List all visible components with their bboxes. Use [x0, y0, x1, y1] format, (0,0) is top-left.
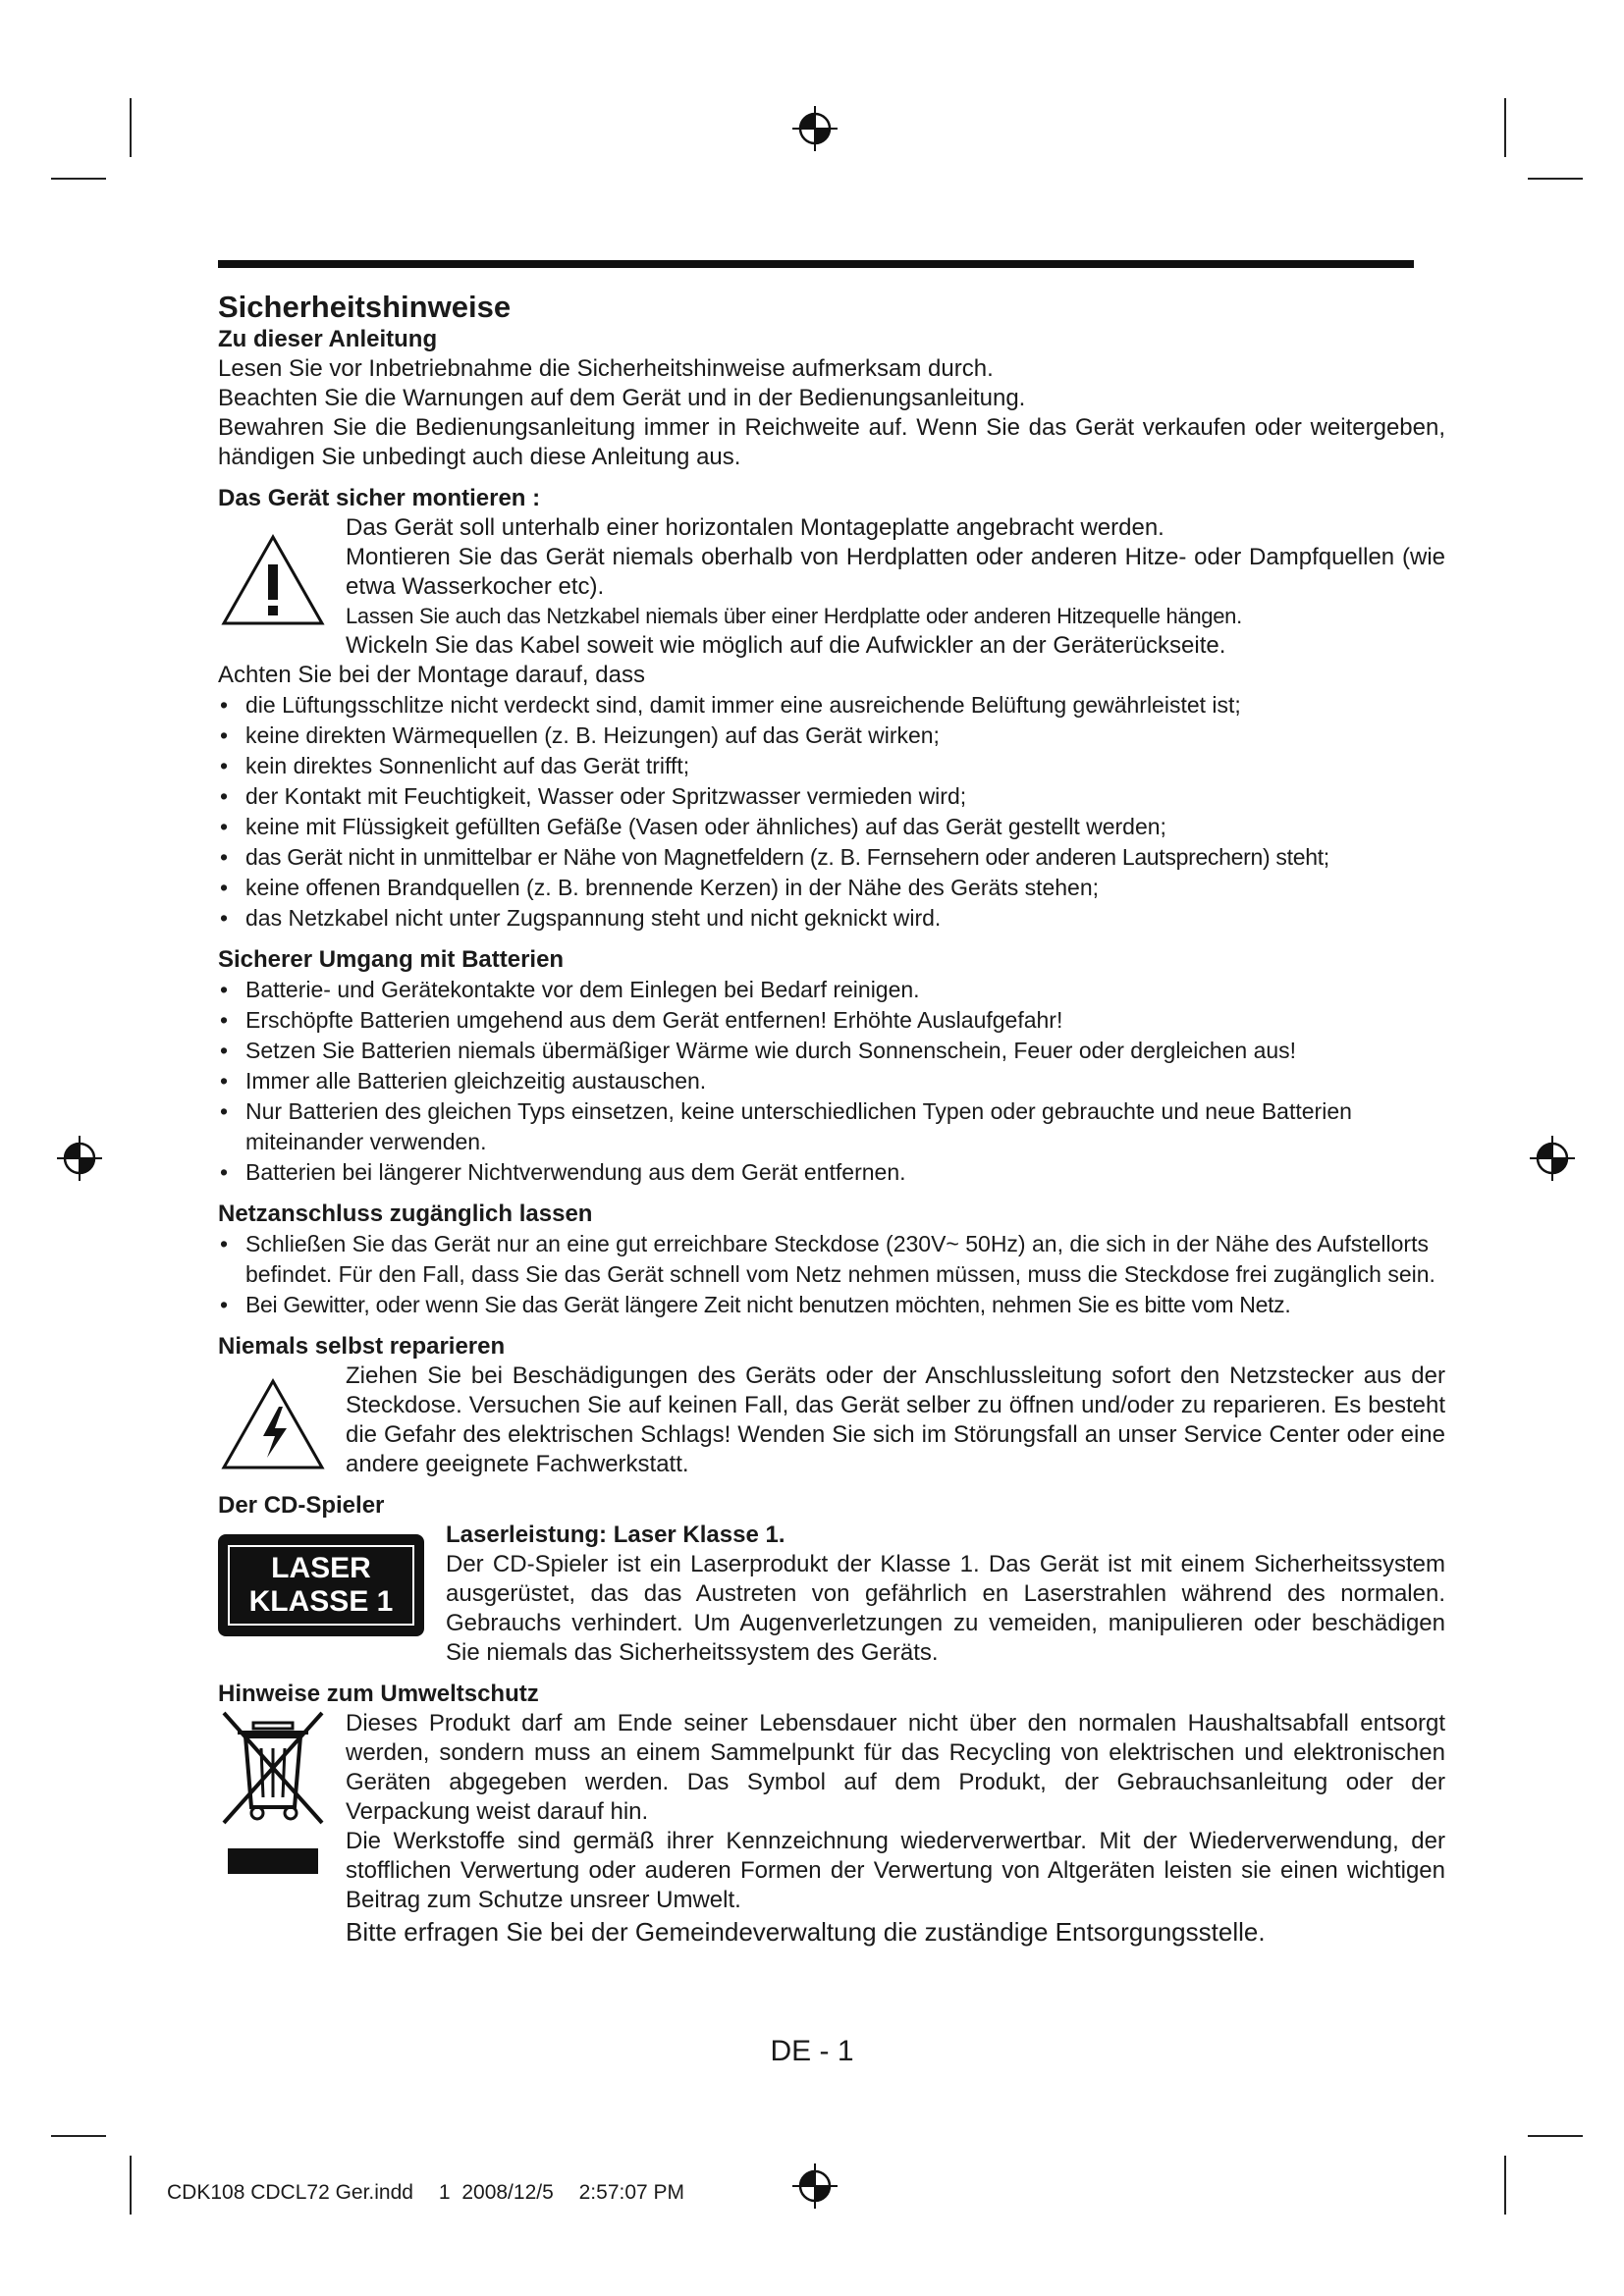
paragraph: Bitte erfragen Sie bei der Gemeindeverwaltung die zuständige Entsorgungsstelle.: [346, 1917, 1266, 1947]
laser-label-line: KLASSE 1: [248, 1585, 394, 1618]
bullet-list: [218, 690, 1445, 934]
list-item: • Erschöpfte Batterien umgehend aus dem Gerät entfernen! Erhöhte Auslaufgefahr!: [218, 1005, 1445, 1036]
list-item: • Schließen Sie das Gerät nur an eine gut erreichbare Steckdose (230V~ 50Hz) an, die sich in der Nähe des Aufstellorts befindet. Für den Fall, dass Sie das Gerät schnell vom Netz nehmen müssen, muss die Steckdose frei zugänglich sein.: [218, 1229, 1445, 1290]
list-item: • Nur Batterien des gleichen Typs einsetzen, keine unterschiedlichen Typen oder gebrauchte und neue Batterien miteinander verwenden.: [218, 1096, 1445, 1157]
crop-mark: [51, 178, 106, 180]
list-item: • Bei Gewitter, oder wenn Sie das Gerät längere Zeit nicht benutzen möchten, nehmen Sie es bitte vom Netz.: [218, 1290, 1445, 1320]
warning-triangle-icon: [218, 531, 328, 629]
list-item: • keine offenen Brandquellen (z. B. brennende Kerzen) in der Nähe des Geräts stehen;: [218, 873, 1445, 903]
crop-mark: [1504, 2156, 1506, 2215]
section-heading: Zu dieser Anleitung: [218, 326, 438, 352]
paragraph: Dieses Produkt darf am Ende seiner Lebensdauer nicht über den normalen Haushaltsabfall entsorgt werden, sondern muss an einem Sammelpunkt für das Recycling von elektrischen und elektronischen Geräten abgegeben werden. Das Symbol auf dem Produkt, der Gebrauchsanleitung oder der Verpackung weist darauf hin.: [346, 1710, 1445, 1825]
crossed-bin-icon: [218, 1709, 328, 1886]
page-number: DE - 1: [770, 2035, 854, 2067]
page-title: Sicherheitshinweise: [218, 290, 512, 324]
paragraph: Ziehen Sie bei Beschädigungen des Geräts oder der Anschlussleitung sofort den Netzstecker aus der Steckdose. Versuchen Sie auf keinen Fall, das Gerät selber zu öffnen und/oder zu reparieren. Es besteht die Gefahr des elektrischen Schlags! Wenden Sie sich im Störungsfall an unser Service Center oder eine andere geeignete Fachwerkstatt.: [346, 1362, 1445, 1477]
list-item: • kein direktes Sonnenlicht auf das Gerät trifft;: [218, 751, 1445, 781]
paragraph: Lassen Sie auch das Netzkabel niemals über einer Herdplatte oder anderen Hitzequelle hängen.: [346, 604, 1242, 628]
section-heading: Das Gerät sicher montieren :: [218, 485, 541, 511]
list-item: • keine direkten Wärmequellen (z. B. Heizungen) auf das Gerät wirken;: [218, 721, 1445, 751]
section-heading: Hinweise zum Umweltschutz: [218, 1681, 539, 1707]
section-heading: Niemals selbst reparieren: [218, 1333, 506, 1360]
paragraph: Beachten Sie die Warnungen auf dem Gerät und in der Bedienungsanleitung.: [218, 385, 1026, 411]
list-item: • keine mit Flüssigkeit gefüllten Gefäße (Vasen oder ähnliches) auf das Gerät gestellt werden;: [218, 812, 1445, 842]
paragraph: Bewahren Sie die Bedienungsanleitung immer in Reichweite auf. Wenn Sie das Gerät verkaufen oder weitergeben, händigen Sie unbedingt auch diese Anleitung aus.: [218, 414, 1445, 470]
print-footer: [167, 2181, 704, 2205]
list-item: • die Lüftungsschlitze nicht verdeckt sind, damit immer eine ausreichende Belüftung gewährleistet ist;: [218, 690, 1445, 721]
registration-mark-icon: [790, 2162, 839, 2211]
list-item: • Immer alle Batterien gleichzeitig austauschen.: [218, 1066, 1445, 1096]
cd-block: [218, 1521, 1445, 1668]
list-item: • Batterien bei längerer Nichtverwendung aus dem Gerät entfernen.: [218, 1157, 1445, 1188]
environment-block: [218, 1709, 1445, 1949]
repair-warning-block: [218, 1362, 1445, 1479]
laser-class-label: [218, 1534, 424, 1636]
list-item: • der Kontakt mit Feuchtigkeit, Wasser oder Spritzwasser vermieden wird;: [218, 781, 1445, 812]
section-heading: Netzanschluss zugänglich lassen: [218, 1201, 593, 1227]
bullet-list: [218, 1229, 1445, 1320]
footer-filename: CDK108 CDCL72 Ger.indd: [167, 2181, 413, 2204]
paragraph: Montieren Sie das Gerät niemals oberhalb von Herdplatten oder anderen Hitze- oder Dampfquellen (wie etwa Wasserkocher etc).: [346, 544, 1445, 600]
crop-mark: [51, 2135, 106, 2137]
list-item: • das Gerät nicht in unmittelbar er Nähe von Magnetfeldern (z. B. Fernsehern oder anderen Lautsprechern) steht;: [218, 842, 1445, 873]
registration-mark-icon: [1528, 1134, 1577, 1183]
subheading: Laserleistung: Laser Klasse 1.: [446, 1522, 785, 1548]
crop-mark: [1504, 98, 1506, 157]
mount-warning-block: [218, 513, 1445, 661]
paragraph: Das Gerät soll unterhalb einer horizontalen Montageplatte angebracht werden.: [346, 514, 1164, 541]
list-item: • das Netzkabel nicht unter Zugspannung steht und nicht geknickt wird.: [218, 903, 1445, 934]
footer-page: 1: [438, 2181, 451, 2204]
laser-label-line: LASER: [271, 1552, 371, 1584]
section-heading: Der CD-Spieler: [218, 1492, 385, 1519]
paragraph: Achten Sie bei der Montage darauf, dass: [218, 662, 645, 688]
list-item: • Setzen Sie Batterien niemals übermäßiger Wärme wie durch Sonnenschein, Feuer oder dergleichen aus!: [218, 1036, 1445, 1066]
crop-mark: [130, 98, 132, 157]
footer-date: 2008/12/5: [461, 2181, 554, 2204]
paragraph: Lesen Sie vor Inbetriebnahme die Sicherheitshinweise aufmerksam durch.: [218, 355, 994, 382]
crop-mark: [130, 2156, 132, 2215]
registration-mark-icon: [790, 104, 839, 153]
registration-mark-icon: [55, 1134, 104, 1183]
header-rule: [218, 260, 1414, 268]
footer-time: 2:57:07 PM: [578, 2181, 685, 2204]
page-content: [218, 290, 1445, 1949]
electric-hazard-icon: [218, 1375, 328, 1473]
bullet-list: [218, 975, 1445, 1188]
list-item: • Batterie- und Gerätekontakte vor dem Einlegen bei Bedarf reinigen.: [218, 975, 1445, 1005]
section-heading: Sicherer Umgang mit Batterien: [218, 946, 565, 973]
crop-mark: [1528, 178, 1583, 180]
paragraph: Die Werkstoffe sind germäß ihrer Kennzeichnung wiederverwertbar. Mit der Wiederverwendung, der stofflichen Verwertung oder auderen Formen der Verwertung von Altgeräten leisten sie einen wichtigen Beitrag zum Schutze unsreer Umwelt.: [346, 1828, 1445, 1913]
crop-mark: [1528, 2135, 1583, 2137]
paragraph: Wickeln Sie das Kabel soweit wie möglich auf die Aufwickler an der Geräterückseite.: [346, 632, 1226, 659]
paragraph: Der CD-Spieler ist ein Laserprodukt der Klasse 1. Das Gerät ist mit einem Sicherheitssystem ausgerüstet, das das Austreten von gefährlich en Laserstrahlen während des normalen. Gebrauchs verhindert. Um Augenverletzungen zu vemeiden, manipulieren oder beschädigen Sie niemals das Sicherheitssystem des Geräts.: [446, 1551, 1445, 1666]
